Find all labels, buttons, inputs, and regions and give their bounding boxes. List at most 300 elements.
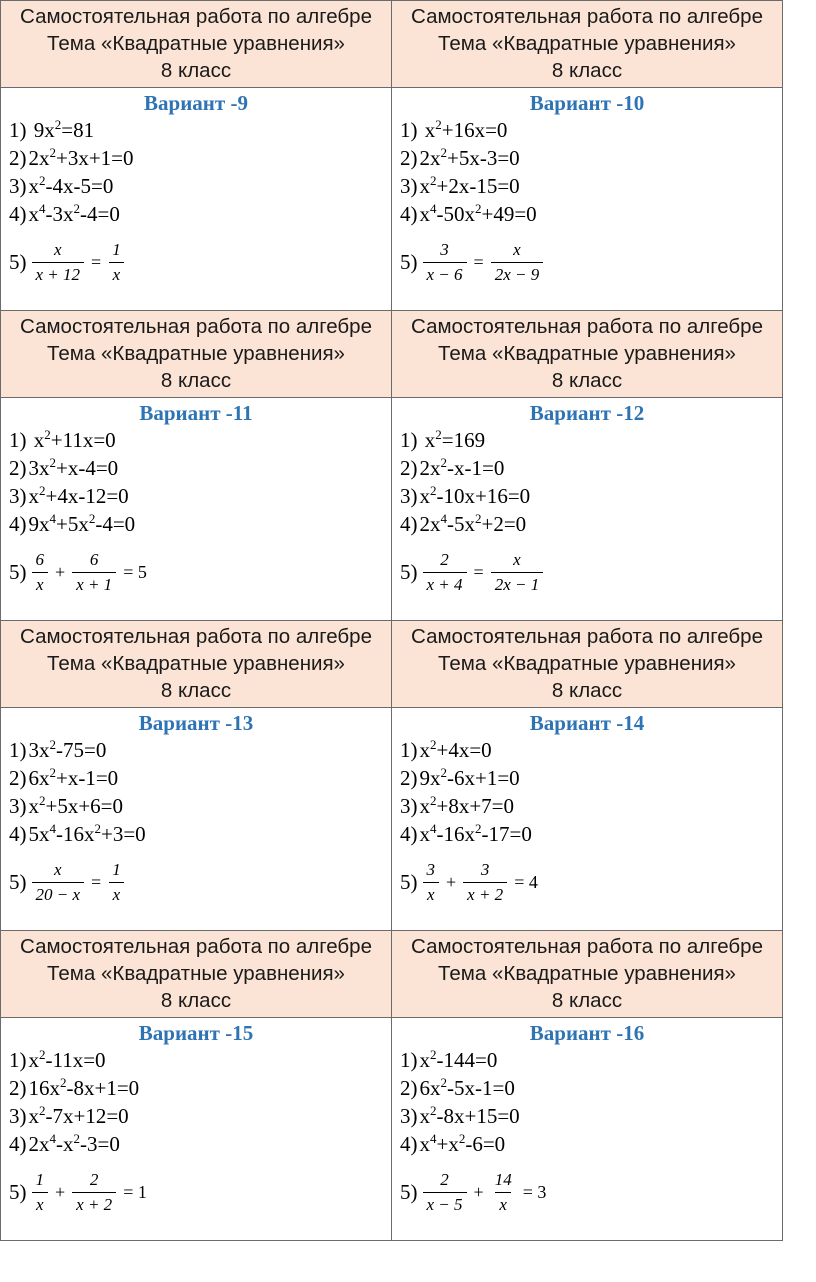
denominator: x − 5 [423, 1192, 467, 1216]
equation-number: 2) [400, 456, 418, 480]
exponent: 2 [39, 483, 46, 498]
operator: + [55, 1181, 66, 1202]
exponent: 2 [475, 511, 482, 526]
right-hand-side: = 1 [123, 1181, 147, 1202]
variant-title: Вариант -9 [144, 91, 248, 115]
equation-3 [392, 792, 782, 820]
equation-number: 4) [400, 202, 418, 226]
equation-number: 4) [400, 1132, 418, 1156]
numerator: x [513, 239, 521, 259]
equation-term: x [419, 1132, 430, 1156]
equation-4 [392, 820, 782, 848]
equation-term: -16x [436, 822, 475, 846]
numerator: 3 [440, 239, 449, 259]
equation-term: -75=0 [56, 738, 107, 762]
equation-1 [392, 426, 782, 454]
exponent: 2 [44, 427, 51, 442]
variant-row [1, 398, 783, 621]
equation-number: 5) [400, 559, 418, 584]
equation-term: +2=0 [481, 512, 527, 536]
equation-term: -17=0 [481, 822, 532, 846]
variant-title: Вариант -16 [529, 1021, 645, 1045]
equation-term: x [419, 738, 430, 762]
equation-term: -x-1=0 [447, 456, 505, 480]
equation-3 [392, 172, 782, 200]
equation-term: x [33, 428, 45, 452]
equation-2 [1, 1074, 391, 1102]
denominator: x + 12 [32, 262, 85, 286]
equation-number: 3) [9, 484, 27, 508]
exponent: 2 [73, 1131, 80, 1146]
equation-term: +16x=0 [441, 118, 508, 142]
equation-term: +3=0 [101, 822, 146, 846]
header-cell [392, 311, 783, 398]
denominator: x [32, 572, 48, 596]
exponent: 4 [49, 821, 56, 836]
equation-term: -8x+1=0 [66, 1076, 140, 1100]
equation-term: x [419, 484, 430, 508]
denominator: x [32, 1192, 48, 1216]
numerator: 2 [440, 1169, 449, 1189]
equation-term: -6=0 [465, 1132, 506, 1156]
equation-term: x [28, 1048, 39, 1072]
equation-term: -x [56, 1132, 74, 1156]
operator: = [473, 561, 484, 582]
header-grade: 8 класс [551, 679, 623, 702]
fraction-right [491, 239, 544, 286]
header-topic: Тема «Квадратные уравнения» [47, 652, 345, 675]
equation-term: x [424, 118, 436, 142]
equation-4 [1, 510, 391, 538]
exponent: 2 [435, 427, 442, 442]
equation-term: -144=0 [436, 1048, 498, 1072]
fraction-left [32, 859, 85, 906]
equation-term: 2x [28, 146, 50, 170]
fraction-left [423, 1169, 467, 1216]
exponent: 4 [430, 821, 437, 836]
denominator: x [109, 262, 125, 286]
equation-term: 2x [419, 512, 441, 536]
equation-1 [1, 116, 391, 144]
header-grade: 8 класс [160, 989, 232, 1012]
equation-4 [392, 510, 782, 538]
fraction-right [491, 1169, 516, 1216]
exponent: 4 [430, 1131, 437, 1146]
operator: = [91, 251, 102, 272]
fraction-left [32, 1169, 49, 1216]
header-topic: Тема «Квадратные уравнения» [438, 652, 736, 675]
equation-number: 1) [400, 428, 423, 452]
header-cell [1, 621, 392, 708]
equation-term: 6x [28, 766, 50, 790]
equation-3 [1, 172, 391, 200]
equation-2 [392, 764, 782, 792]
header-topic: Тема «Квадратные уравнения» [47, 962, 345, 985]
equation-number: 1) [9, 118, 32, 142]
exponent: 4 [440, 511, 447, 526]
equation-number: 1) [400, 118, 423, 142]
header-grade: 8 класс [551, 989, 623, 1012]
equation-4 [1, 820, 391, 848]
equation-4 [392, 1130, 782, 1158]
numerator: 2 [89, 1169, 99, 1189]
fraction-right [72, 549, 116, 596]
numerator: 1 [35, 1169, 44, 1189]
operator: + [55, 561, 66, 582]
equation-term: +8x+7=0 [436, 794, 515, 818]
fraction-left [423, 239, 467, 286]
denominator: 2x − 1 [491, 572, 544, 596]
variant-cell [1, 88, 392, 311]
equation-number: 5) [400, 249, 418, 274]
equation-number: 1) [400, 738, 418, 762]
header-grade: 8 класс [160, 59, 232, 82]
exponent: 4 [49, 511, 56, 526]
numerator: 1 [112, 859, 121, 879]
equation-number: 4) [400, 512, 418, 536]
fraction-right [72, 1169, 116, 1216]
variant-title: Вариант -10 [529, 91, 645, 115]
exponent: 2 [440, 765, 447, 780]
header-topic: Тема «Квадратные уравнения» [47, 342, 345, 365]
operator: + [473, 1181, 484, 1202]
equation-term: =169 [441, 428, 486, 452]
numerator: x [53, 239, 62, 259]
equation-5 [1, 1162, 391, 1222]
equation-5 [392, 852, 782, 912]
exponent: 2 [39, 1103, 46, 1118]
exponent: 2 [49, 765, 56, 780]
equation-term: x [424, 428, 436, 452]
equation-number: 4) [400, 822, 418, 846]
equation-term: x [419, 202, 430, 226]
equation-term: 2x [419, 456, 441, 480]
header-cell [392, 931, 783, 1018]
numerator: 2 [440, 549, 449, 569]
numerator: 3 [480, 859, 490, 879]
equation-number: 3) [400, 1104, 418, 1128]
equation-term: x [419, 794, 430, 818]
exponent: 2 [430, 483, 437, 498]
header-topic: Тема «Квадратные уравнения» [438, 342, 736, 365]
header-cell [1, 931, 392, 1018]
equation-term: 9x [33, 118, 55, 142]
equation-term: 6x [419, 1076, 441, 1100]
variant-row [1, 1018, 783, 1241]
equation-number: 5) [400, 869, 418, 894]
variant-title: Вариант -14 [529, 711, 645, 735]
equation-term: -50x [436, 202, 475, 226]
denominator: x + 2 [72, 1192, 116, 1216]
equation-2 [392, 144, 782, 172]
equation-term: 3x [28, 738, 50, 762]
exponent: 4 [39, 201, 46, 216]
operator: = [91, 871, 102, 892]
fraction-left [32, 549, 49, 596]
equation-term: -4=0 [80, 202, 120, 226]
variant-cell [1, 708, 392, 931]
equation-term: -4x-5=0 [45, 174, 114, 198]
fraction-left [423, 549, 467, 596]
equation-term: 9x [419, 766, 441, 790]
equation-term: +2x-15=0 [436, 174, 520, 198]
numerator: x [513, 549, 521, 569]
right-hand-side: = 4 [514, 871, 538, 892]
equation-term: -7x+12=0 [45, 1104, 129, 1128]
equation-term: 2x [28, 1132, 50, 1156]
operator: = [473, 251, 484, 272]
header-grade: 8 класс [551, 369, 623, 392]
equation-2 [1, 764, 391, 792]
equation-4 [1, 1130, 391, 1158]
equation-term: 2x [419, 146, 441, 170]
exponent: 4 [49, 1131, 56, 1146]
equation-number: 1) [400, 1048, 418, 1072]
variant-row [1, 708, 783, 931]
equation-1 [1, 426, 391, 454]
equation-number: 3) [400, 794, 418, 818]
exponent: 2 [430, 173, 437, 188]
equation-number: 3) [9, 174, 27, 198]
equation-term: x [419, 174, 430, 198]
equation-number: 2) [400, 1076, 418, 1100]
equation-term: x [28, 484, 39, 508]
equation-2 [1, 454, 391, 482]
header-title: Самостоятельная работа по алгебре [411, 5, 763, 28]
denominator: x [423, 882, 439, 906]
equation-term: 9x [28, 512, 50, 536]
numerator: 1 [112, 239, 121, 259]
equation-number: 2) [400, 766, 418, 790]
header-title: Самостоятельная работа по алгебре [20, 5, 372, 28]
numerator: 6 [35, 549, 44, 569]
exponent: 2 [39, 173, 46, 188]
equation-term: -10x+16=0 [436, 484, 531, 508]
exponent: 2 [430, 1103, 437, 1118]
equation-number: 2) [9, 456, 27, 480]
equation-5 [392, 1162, 782, 1222]
numerator: 6 [89, 549, 99, 569]
exponent: 2 [440, 455, 447, 470]
exponent: 2 [475, 201, 482, 216]
equation-number: 1) [9, 738, 27, 762]
fraction-right [491, 549, 544, 596]
equation-1 [392, 116, 782, 144]
header-title: Самостоятельная работа по алгебре [20, 935, 372, 958]
exponent: 2 [88, 511, 96, 526]
equation-term: +11x=0 [50, 428, 116, 452]
equation-3 [392, 482, 782, 510]
equation-term: =81 [61, 118, 95, 142]
equation-term: -16x [56, 822, 95, 846]
equation-3 [1, 1102, 391, 1130]
equation-term: x [28, 174, 39, 198]
header-row [1, 931, 783, 1018]
equation-number: 5) [9, 1179, 27, 1204]
exponent: 2 [430, 737, 437, 752]
equation-term: +5x [56, 512, 89, 536]
equation-number: 2) [9, 766, 27, 790]
denominator: x − 6 [423, 262, 467, 286]
equation-number: 4) [9, 512, 27, 536]
header-cell [1, 311, 392, 398]
header-grade: 8 класс [160, 369, 232, 392]
equation-5 [392, 232, 782, 292]
equation-term: -6x+1=0 [447, 766, 520, 790]
equation-term: +3x+1=0 [56, 146, 134, 170]
equation-2 [1, 144, 391, 172]
exponent: 2 [49, 145, 56, 160]
equation-number: 4) [9, 822, 27, 846]
equation-term: -11x=0 [45, 1048, 106, 1072]
equation-1 [392, 736, 782, 764]
denominator: x + 4 [423, 572, 467, 596]
equation-3 [392, 1102, 782, 1130]
header-title: Самостоятельная работа по алгебре [20, 625, 372, 648]
equation-5 [1, 232, 391, 292]
exponent: 2 [94, 821, 101, 836]
denominator: x + 1 [72, 572, 116, 596]
exponent: 4 [430, 201, 437, 216]
equation-number: 4) [9, 1132, 27, 1156]
equation-4 [392, 200, 782, 228]
equation-term: 16x [28, 1076, 60, 1100]
variant-cell [1, 1018, 392, 1241]
exponent: 2 [435, 117, 442, 132]
header-row [1, 1, 783, 88]
equation-term: +x-4=0 [56, 456, 119, 480]
exponent: 2 [430, 1047, 437, 1062]
header-cell [392, 1, 783, 88]
equation-term: +x-1=0 [56, 766, 119, 790]
equation-number: 2) [400, 146, 418, 170]
equation-term: 5x [28, 822, 50, 846]
equation-3 [1, 482, 391, 510]
variant-cell [1, 398, 392, 621]
equation-1 [392, 1046, 782, 1074]
equation-number: 3) [9, 1104, 27, 1128]
equation-number: 5) [400, 1179, 418, 1204]
equation-term: +49=0 [481, 202, 537, 226]
variant-title: Вариант -11 [139, 401, 253, 425]
exponent: 2 [39, 1047, 46, 1062]
header-row [1, 311, 783, 398]
exponent: 2 [458, 1131, 466, 1146]
header-grade: 8 класс [160, 679, 232, 702]
equation-term: -5x-1=0 [447, 1076, 515, 1100]
header-topic: Тема «Квадратные уравнения» [438, 32, 736, 55]
equation-number: 1) [9, 428, 32, 452]
header-cell [392, 621, 783, 708]
header-topic: Тема «Квадратные уравнения» [438, 962, 736, 985]
exponent: 2 [60, 1075, 67, 1090]
exponent: 2 [440, 145, 447, 160]
equation-term: x [419, 1048, 430, 1072]
equation-1 [1, 1046, 391, 1074]
equation-number: 5) [9, 559, 27, 584]
variant-title: Вариант -12 [529, 401, 645, 425]
equation-term: -5x [447, 512, 475, 536]
equation-term: +5x+6=0 [45, 794, 124, 818]
equation-number: 1) [9, 1048, 27, 1072]
variant-cell [392, 398, 783, 621]
denominator: x + 2 [463, 882, 507, 906]
equation-number: 5) [9, 249, 27, 274]
operator: + [446, 871, 457, 892]
fraction-left [32, 239, 85, 286]
right-hand-side: = 5 [123, 561, 147, 582]
equation-term: -4=0 [95, 512, 136, 536]
equation-term: x [28, 202, 39, 226]
equation-3 [1, 792, 391, 820]
equation-number: 3) [400, 174, 418, 198]
equation-number: 5) [9, 869, 27, 894]
equation-term: +5x-3=0 [447, 146, 520, 170]
equation-2 [392, 454, 782, 482]
equation-term: 3x [28, 456, 50, 480]
equation-term: x [419, 1104, 430, 1128]
variant-title: Вариант -15 [138, 1021, 254, 1045]
header-title: Самостоятельная работа по алгебре [411, 315, 763, 338]
header-row [1, 621, 783, 708]
exponent: 2 [440, 1075, 447, 1090]
exponent: 2 [49, 737, 56, 752]
exponent: 2 [49, 455, 56, 470]
variant-title: Вариант -13 [138, 711, 254, 735]
equation-5 [392, 542, 782, 602]
header-title: Самостоятельная работа по алгебре [20, 315, 372, 338]
equation-5 [1, 542, 391, 602]
fraction-left [423, 859, 440, 906]
denominator: 20 − x [32, 882, 85, 906]
equation-term: x [419, 822, 430, 846]
exponent: 2 [430, 793, 437, 808]
fraction-right [108, 239, 125, 286]
numerator: x [53, 859, 62, 879]
equation-number: 4) [9, 202, 27, 226]
equation-1 [1, 736, 391, 764]
exponent: 2 [73, 201, 80, 216]
equation-4 [1, 200, 391, 228]
equation-term: -3=0 [80, 1132, 120, 1156]
header-grade: 8 класс [551, 59, 623, 82]
variant-cell [392, 708, 783, 931]
equation-term: x [28, 794, 39, 818]
equation-number: 2) [9, 146, 27, 170]
exponent: 2 [54, 117, 62, 132]
equation-number: 2) [9, 1076, 27, 1100]
equation-2 [392, 1074, 782, 1102]
variant-row [1, 88, 783, 311]
exponent: 2 [39, 793, 46, 808]
equation-term: +4x=0 [436, 738, 492, 762]
numerator: 14 [494, 1169, 512, 1189]
equation-term: x [28, 1104, 39, 1128]
header-title: Самостоятельная работа по алгебре [411, 935, 763, 958]
denominator: x [109, 882, 125, 906]
header-title: Самостоятельная работа по алгебре [411, 625, 763, 648]
exponent: 2 [475, 821, 482, 836]
denominator: 2x − 9 [491, 262, 544, 286]
equation-number: 3) [9, 794, 27, 818]
fraction-right [108, 859, 125, 906]
equation-term: -3x [45, 202, 74, 226]
equation-5 [1, 852, 391, 912]
header-cell [1, 1, 392, 88]
equation-term: -8x+15=0 [436, 1104, 520, 1128]
equation-term: +x [436, 1132, 459, 1156]
equation-number: 3) [400, 484, 418, 508]
